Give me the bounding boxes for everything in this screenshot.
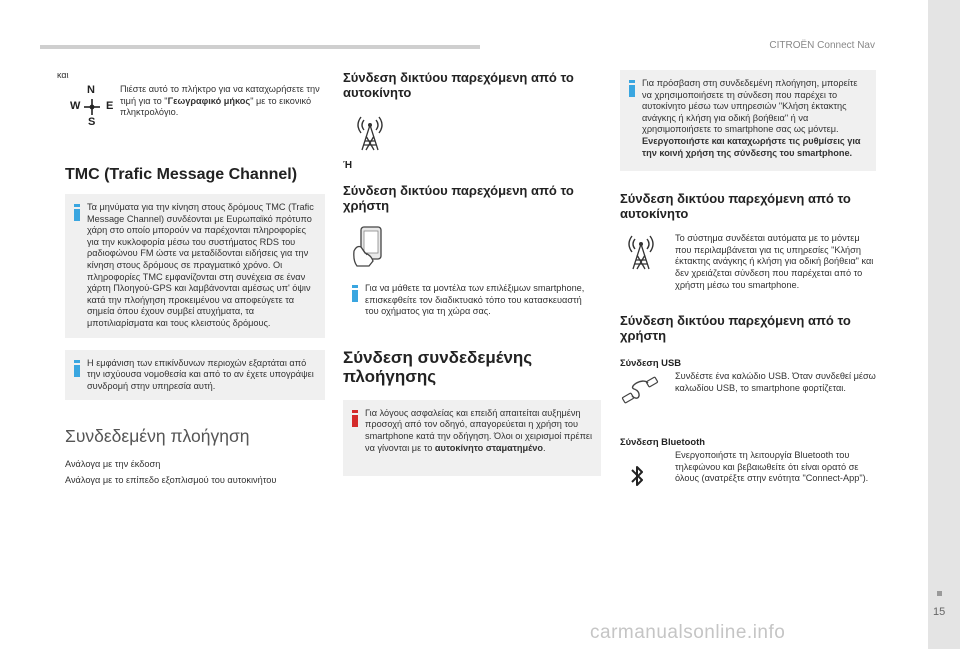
page-edge-tab [928,0,960,649]
tmc-info-note [65,194,325,338]
edition-line: Ανάλογα με την έκδοση [65,459,161,470]
longitude-text: Πιέστε αυτό το πλήκτρο για να καταχωρήσετε την τιμή για το "Γεωγραφικό μήκος" με το εικονικό πληκτρολόγιο. [120,84,320,118]
info-icon [352,285,358,302]
compass-icon[interactable]: N S W E [70,84,114,128]
running-title: CITROËN Connect Nav [769,40,875,51]
column-1 [57,70,325,487]
models-note-text: Για να μάθετε τα μοντέλα των επιλέξιμων smartphone, επισκεφθείτε τον διαδικτυακό τόπο του κατασκευαστή του οχήματος για τη χώρα σας. [365,283,585,317]
column-2 [343,70,601,476]
car-network-heading: Σύνδεση δικτύου παρεχόμενη από το αυτοκίνητο [343,70,574,100]
safety-note-text: Για λόγους ασφαλείας και επειδή απαιτείται αυξημένη προσοχή από τον οδηγό, απαγορεύεται η χρήση του smartphone κατά την οδήγηση. Όλοι οι χειρισμοί πρέπει να γίνονται με το αυτοκίνητο σταματημένο. [365,407,593,453]
bluetooth-icon [620,450,675,493]
trim-line: Ανάλογα με το επίπεδο εξοπλισμού του αυτοκινήτου [65,474,277,485]
or-text: Ή [343,160,353,171]
info-icon [74,204,80,221]
bluetooth-heading: Σύνδεση Bluetooth [620,436,705,448]
car-network-text: Το σύστημα συνδέεται αυτόματα με το μόντεμ που περιλαμβάνεται για τις υπηρεσίες "Κλήση έκτακτης ανάγκης ή κλήση για οδική βοήθεια" και δεν χρειάζεται σύνδεση που παρέχεται από το χρήστη μέσω του smartphone. [675,233,874,290]
smartphone-hand-icon [351,225,391,267]
bluetooth-text: Ενεργοποιήστε τη λειτουργία Bluetooth του τηλεφώνου και βεβαιωθείτε ότι είναι ορατό σε όλους (ανατρέξτε στην ενότητα "Connect-App"). [675,450,869,484]
car-network-heading-2: Σύνδεση δικτύου παρεχόμενη από το αυτοκίνητο [620,191,851,222]
connected-nav-connection-heading: Σύνδεση συνδεδεμένης πλοήγησης [343,347,533,386]
usb-heading: Σύνδεση USB [620,357,681,369]
danger-note-text: Η εμφάνιση των επικίνδυνων περιοχών εξαρτάται από την ισχύουσα νομοθεσία και από το αν έχετε υπογράψει συνδρομή στην υπηρεσία αυτή. [87,357,314,391]
access-note-text: Για πρόσβαση στη συνδεδεμένη πλοήγηση, μπορείτε να χρησιμοποιήσετε τη σύνδεση που παρέχει το αυτοκίνητο μέσω των υπηρεσιών "Κλήση έκτακτης ανάγκης ή κλήση για οδική βοήθεια" ή να χρησιμοποιήσετε το smartphone σας ως μόντεμ. Ενεργοποιήστε και καταχωρήστε τις ρυθμίσεις για την κοινή χρήση της σύνδεσης του smartphone. [642,78,861,158]
antenna-icon [620,233,675,291]
column-3 [620,70,876,493]
page-number: 15 [933,606,946,618]
warning-icon [352,410,358,427]
user-network-heading-2: Σύνδεση δικτύου παρεχόμενη από το χρήστη [620,313,851,344]
info-icon [629,80,635,97]
longitude-instruction [65,84,325,130]
access-note [620,70,876,171]
tmc-note-text: Τα μηνύματα για την κίνηση στους δρόμους TMC (Trafic Message Channel) συνδέονται με Ευρωπαϊκό πρότυπο χάρη στο οποίο μπορούν να παρέχονται πληροφορίες για την κυκλοφορία μέσω του συστήματος RDS του ραδιοφώνου FM ώστε να μεταδίδονται ειδήσεις για την κίνηση στους δρόμους σε πραγματικό χρόνο. Οι πληροφορίες TMC εμφανίζονται στη συνέχεια σε έναν χάρτη Πλοηγού-GPS και λαμβάνονται αμέσως υπ' όψιν κατά την πλοήγηση προκειμένου να αποφεύγετε τα σημεία όπου έχουν συμβεί ατυχήματα, τα μποτιλιαρίσματα και τους κλειστούς δρόμους. [87,202,314,328]
usb-cable-icon [620,371,675,416]
info-icon [74,360,80,377]
usb-row [620,371,876,416]
connected-nav-heading: Συνδεδεμένη πλοήγηση [65,426,250,447]
usb-text: Συνδέστε ένα καλώδιο USB. Όταν συνδεθεί μέσω καλωδίου USB, το smartphone φορτίζεται. [675,371,876,393]
danger-zones-note [65,350,325,401]
top-rule [40,45,480,49]
user-network-heading: Σύνδεση δικτύου παρεχόμενη από το χρήστη [343,183,574,213]
watermark: carmanualsonline.info [590,622,786,643]
edge-mark [937,591,942,596]
car-network-row [620,233,876,291]
conjunction-text: και [57,70,69,80]
safety-note [343,400,601,476]
antenna-icon [355,114,385,152]
tmc-heading: TMC (Trafic Message Channel) [65,166,298,183]
bluetooth-row [620,450,876,493]
models-note [343,275,601,326]
